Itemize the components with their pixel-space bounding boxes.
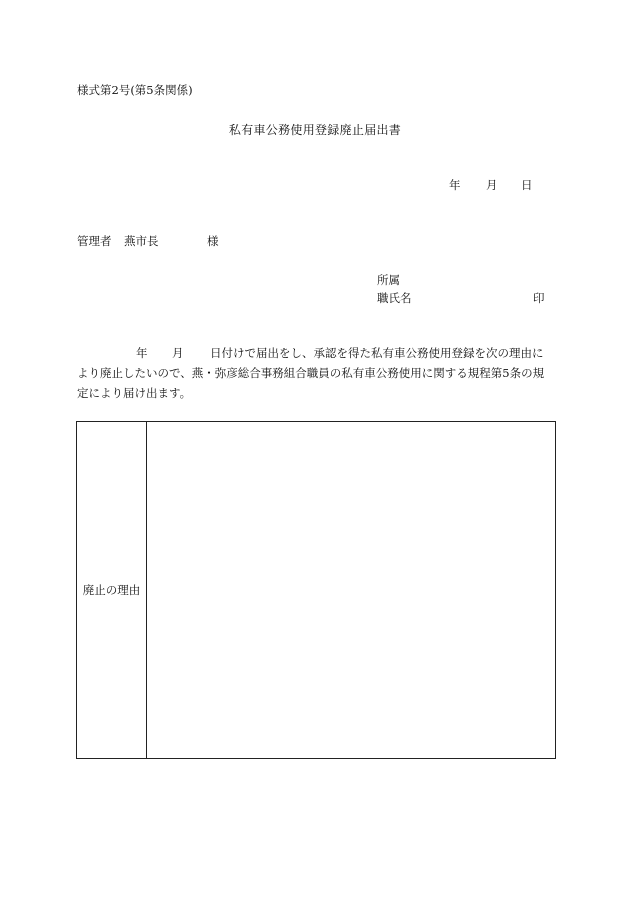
document-title: 私有車公務使用登録廃止届出書 <box>228 123 402 137</box>
position-name-label: 職氏名 <box>377 291 412 305</box>
seal-label: 印 <box>533 291 545 305</box>
addressee-name: 燕市長 <box>124 234 159 248</box>
body-text-line-1: 日付けで届出をし、承認を得た私有車公務使用登録を次の理由に <box>210 346 544 360</box>
reason-table <box>76 421 556 759</box>
body-year-label: 年 <box>136 346 148 360</box>
form-number: 様式第2号(第5条関係) <box>77 83 193 97</box>
body-line-1 <box>0 348 630 362</box>
body-month-label: 月 <box>172 346 184 360</box>
reason-label-cell <box>77 422 147 758</box>
affiliation-label: 所属 <box>377 273 400 287</box>
date-day-label: 日 <box>521 178 533 192</box>
addressee-role: 管理者 <box>77 234 112 248</box>
addressee-honorific: 様 <box>207 234 219 248</box>
reason-label: 廃止の理由 <box>82 583 141 597</box>
reason-input-area[interactable] <box>147 422 555 758</box>
body-text-line-2: より廃止したいので、燕・弥彦総合事務組合職員の私有車公務使用に関する規程第5条の規 <box>77 366 545 380</box>
date-year-label: 年 <box>449 178 461 192</box>
date-month-label: 月 <box>486 178 498 192</box>
body-text-line-3: 定により届け出ます。 <box>77 386 192 400</box>
